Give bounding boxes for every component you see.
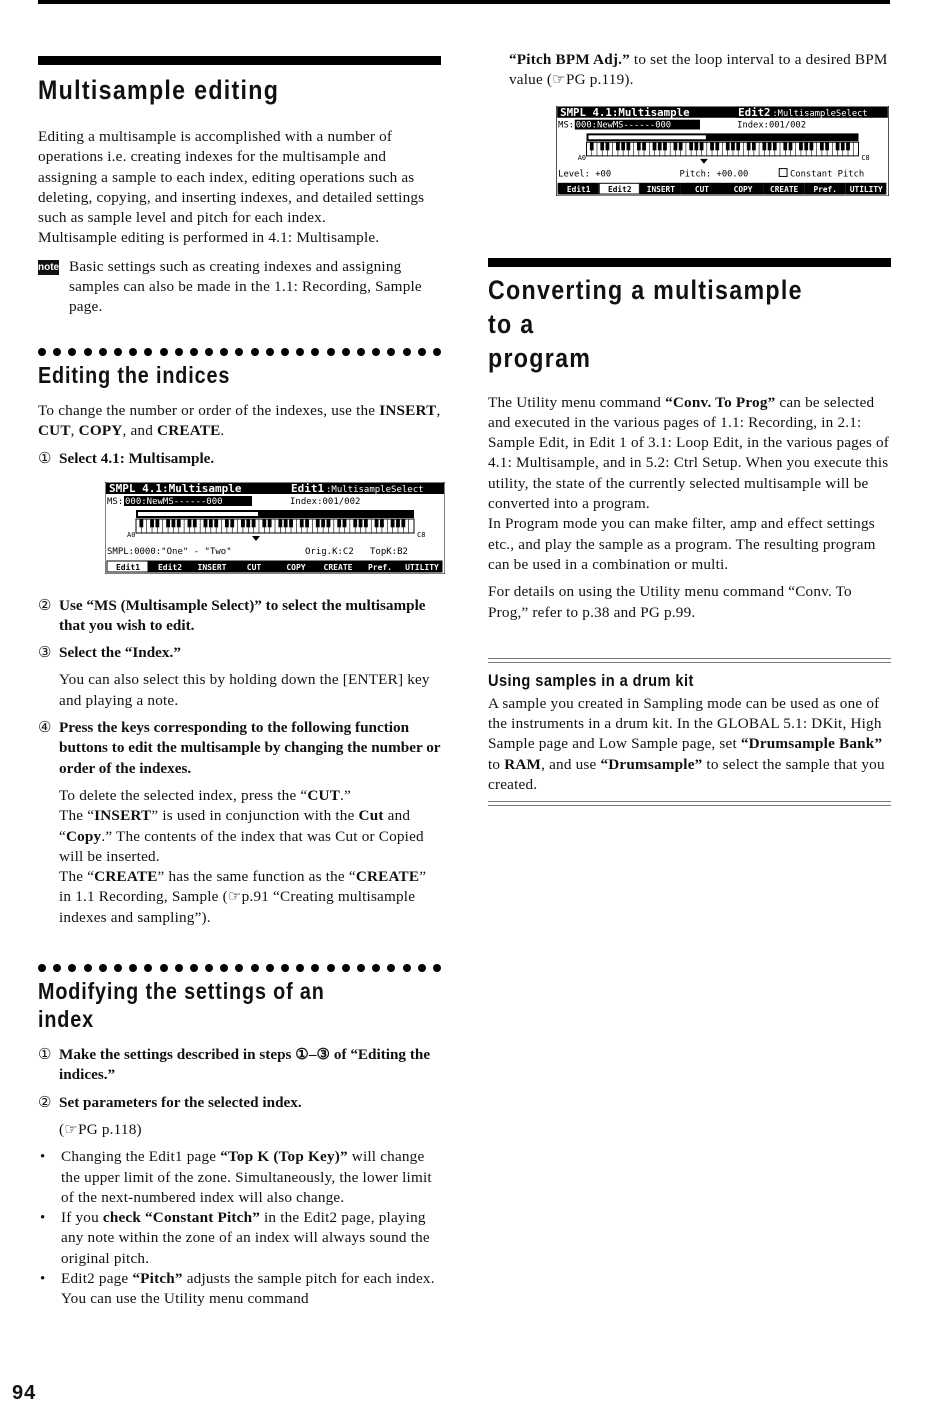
continued-paragraph: “Pitch BPM Adj.” to set the loop interval to a desired BPM value (☞PG p.119). [509, 51, 888, 89]
create-paragraph: The “CREATE” has the same function as the “CREATE” in 1.1 Recording, Sample (☞p.91 “Creating multisample indexes and sampling”). [59, 868, 427, 926]
black-key [637, 142, 640, 150]
subsection-title-modifying: Modifying the settings of an index [38, 978, 325, 1033]
black-key [805, 142, 808, 150]
performed-paragraph: Multisample editing is performed in 4.1: Multisample. [38, 229, 380, 247]
svg-text:C8: C8 [417, 530, 426, 539]
black-key [380, 519, 383, 527]
svg-text:Edit1: Edit1 [291, 481, 325, 495]
black-key [279, 519, 282, 527]
dotted-divider [38, 964, 441, 973]
black-key [826, 142, 829, 150]
section-title-multisample-editing: Multisample editing [38, 75, 280, 105]
black-key [784, 142, 787, 150]
black-key [710, 142, 713, 150]
drum-kit-paragraph: A sample you created in Sampling mode can be used as one of the instruments in a drum kit. In the GLOBAL 5.1: DKit, High Sample page and Low Sample page, set “Drumsample Bank” to RAM, and use “Drumsample” to select the sample that you created. [488, 694, 885, 794]
bullet-item: • If you check “Constant Pitch” in the Edit2 page, playing any note within the zone of an index will always sound the original pitch. [40, 1209, 430, 1267]
bullet-item: • Changing the Edit1 page “Top K (Top Key)” will change the upper limit of the zone. Simultaneously, the lower limit of the next-numbered index will also change. [40, 1148, 432, 1206]
note-text: Basic settings such as creating indexes and assigning samples can also be made in the 1.1: Recording, Sample page. [69, 257, 422, 316]
subsection-title-drum-kit: Using samples in a drum kit [488, 670, 694, 690]
black-key [846, 142, 849, 150]
black-key [789, 142, 792, 150]
black-key [359, 519, 362, 527]
cut-paragraph: To delete the selected index, press the “CUT.” [59, 786, 351, 804]
page-top-rule [38, 0, 890, 4]
converting-paragraph-1: The Utility menu command “Conv. To Prog” can be selected and executed in the various pages of 1.1: Recording, in 2.1: Sample Edit, in Edit 1 of 3.1: Loop Edit, in the various pages of 4.1: Multisample, and in 5.2: Ctrl Setup. When you execute this utility, the state of the currently selected multisample will be converted into a program. [488, 393, 890, 513]
section-title-converting: Converting a multisample to a program [488, 274, 803, 373]
step-4: ④ Press the keys corresponding to the following function buttons to edit the multisample by changing the number or order of the indexes. [38, 719, 441, 777]
lcd-tab-label: Pref. [367, 562, 393, 572]
subsection-title-editing-indices: Editing the indices [38, 361, 231, 388]
black-key [663, 142, 666, 150]
black-key [763, 142, 766, 150]
black-key [627, 142, 630, 150]
black-key [268, 519, 271, 527]
svg-text:Index:001/002: Index:001/002 [290, 496, 361, 507]
black-key [658, 142, 661, 150]
black-key [316, 519, 319, 527]
lcd-tab-label: CUT [694, 184, 710, 194]
page-number: 94 [12, 1382, 37, 1404]
lcd-tab-label: Edit2 [608, 184, 632, 194]
black-key [241, 519, 244, 527]
black-key [343, 519, 346, 527]
black-key [820, 142, 823, 150]
black-key [402, 519, 405, 527]
black-key [674, 142, 677, 150]
svg-text:MS:: MS: [558, 120, 575, 131]
lcd1-tabs [107, 561, 442, 572]
black-key [231, 519, 234, 527]
black-key [305, 519, 308, 527]
step-2: ② Use “MS (Multisample Select)” to select the multisample that you wish to edit. [38, 596, 426, 634]
lcd-tab-label: Edit1 [115, 562, 141, 572]
intro-paragraph: Editing a multisample is accomplished with a number of operations i.e. creating indexes for the multisample and assigning a sample to each index, editing operations such as deleting, copying, and inserting indexes, and detailed settings such as sample level and pitch for each index. [38, 128, 425, 227]
svg-text:SMPL:0000:"One" - "Two": SMPL:0000:"One" - "Two" [107, 546, 232, 557]
black-key [716, 142, 719, 150]
svg-text:Constant Pitch: Constant Pitch [790, 169, 865, 180]
editing-intro: To change the number or order of the indexes, use the INSERT, CUT, COPY, and CREATE. [38, 401, 441, 439]
black-key [289, 519, 292, 527]
double-rule [488, 658, 891, 663]
lcd-tab-label: COPY [733, 184, 753, 194]
black-key [150, 519, 153, 527]
lcd-tab-label: CREATE [323, 562, 353, 572]
lcd2-tabs [558, 183, 886, 194]
lcd-tab-label: Pref. [813, 184, 837, 194]
black-key [247, 519, 250, 527]
svg-text:A0: A0 [127, 530, 136, 539]
double-rule [488, 801, 891, 806]
svg-text:000:NewMS------000: 000:NewMS------000 [575, 120, 672, 131]
black-key [300, 519, 303, 527]
black-key [396, 519, 399, 527]
black-key [799, 142, 802, 150]
converting-paragraph-3: For details on using the Utility menu command “Conv. To Prog,” refer to p.38 and PG p.99. [488, 583, 852, 621]
step-1: ① Select 4.1: Multisample. [38, 450, 215, 468]
black-key [204, 519, 207, 527]
black-key [140, 519, 143, 527]
black-key [338, 519, 341, 527]
svg-text:Index:001/002: Index:001/002 [737, 120, 807, 131]
black-key [590, 142, 593, 150]
insert-paragraph: The “INSERT” is used in conjunction with the Cut and “Copy.” The contents of the index that was Cut or Copied will be inserted. [59, 807, 424, 865]
black-key [622, 142, 625, 150]
black-key [263, 519, 266, 527]
right-column [488, 50, 891, 806]
svg-text:SMPL 4.1:Multisample: SMPL 4.1:Multisample [560, 105, 690, 119]
step-3: ③ Select the “Index.” [38, 644, 181, 662]
black-key [601, 142, 604, 150]
lcd-tab-label: COPY [286, 562, 306, 572]
black-key [375, 519, 378, 527]
lcd-tab-label: Edit2 [157, 562, 183, 572]
black-key [354, 519, 357, 527]
black-key [810, 142, 813, 150]
lcd-screen-edit1 [105, 482, 445, 574]
black-key [252, 519, 255, 527]
lcd-tab-label: CUT [246, 562, 262, 572]
svg-text:Level: +00: Level: +00 [558, 169, 612, 180]
svg-text:C8: C8 [861, 153, 870, 162]
step-4-body [38, 786, 441, 928]
black-key [391, 519, 394, 527]
constant-pitch-checkbox [779, 168, 787, 176]
svg-text:TopK:B2: TopK:B2 [370, 546, 408, 557]
svg-text:SMPL 4.1:Multisample: SMPL 4.1:Multisample [109, 481, 242, 495]
black-key [642, 142, 645, 150]
black-key [841, 142, 844, 150]
lcd-tab-label: INSERT [197, 562, 227, 572]
black-key [188, 519, 191, 527]
lcd-tab-label: UTILITY [405, 562, 439, 572]
lcd-screen-edit2 [556, 106, 889, 196]
black-key [679, 142, 682, 150]
dotted-divider [38, 348, 441, 357]
svg-text:Pitch: +00.00: Pitch: +00.00 [679, 169, 749, 180]
black-key [690, 142, 693, 150]
black-key [737, 142, 740, 150]
black-key [653, 142, 656, 150]
lcd-tab-label: INSERT [646, 184, 675, 194]
pg-reference: (☞PG p.118) [59, 1120, 142, 1138]
section-bar [488, 258, 891, 267]
black-key [836, 142, 839, 150]
modify-step-1: ① Make the settings described in steps ①–③ of “Editing the indices.” [38, 1046, 431, 1084]
lcd-tab-label: Edit1 [566, 184, 591, 194]
black-key [695, 142, 698, 150]
black-key [726, 142, 729, 150]
svg-text:Edit2: Edit2 [738, 105, 771, 119]
left-column [38, 56, 441, 1310]
note-icon: note [38, 261, 60, 273]
svg-text:MS:: MS: [107, 496, 124, 507]
svg-text:A0: A0 [577, 153, 586, 162]
lcd-tab-label: CREATE [770, 184, 799, 194]
black-key [752, 142, 755, 150]
black-key [768, 142, 771, 150]
black-key [225, 519, 228, 527]
black-key [177, 519, 180, 527]
modify-step-2: ② Set parameters for the selected index. [38, 1093, 302, 1111]
black-key [747, 142, 750, 150]
svg-text:000:NewMS------000: 000:NewMS------000 [125, 496, 223, 507]
section-bar [38, 56, 441, 65]
svg-text::MultisampleSelect: :MultisampleSelect [326, 484, 424, 495]
black-key [284, 519, 287, 527]
converting-paragraph-2: In Program mode you can make filter, amp and effect settings etc., and play the sample as a program. The resulting program can be used in a combination or multi. [488, 515, 876, 573]
black-key [731, 142, 734, 150]
black-key [773, 142, 776, 150]
svg-text::MultisampleSelect: :MultisampleSelect [772, 108, 868, 119]
black-key [364, 519, 367, 527]
svg-text:Orig.K:C2: Orig.K:C2 [305, 546, 354, 557]
lcd-tab-label: UTILITY [849, 184, 883, 194]
black-key [606, 142, 609, 150]
black-key [322, 519, 325, 527]
bullet-item: • Edit2 page “Pitch” adjusts the sample pitch for each index. You can use the Utility menu command [40, 1269, 435, 1308]
black-key [327, 519, 330, 527]
black-key [215, 519, 218, 527]
step-3-body: You can also select this by holding down the [ENTER] key and playing a note. [59, 671, 430, 709]
black-key [209, 519, 212, 527]
black-key [172, 519, 175, 527]
black-key [616, 142, 619, 150]
black-key [166, 519, 169, 527]
note-block [38, 257, 441, 318]
black-key [156, 519, 159, 527]
black-key [193, 519, 196, 527]
black-key [700, 142, 703, 150]
